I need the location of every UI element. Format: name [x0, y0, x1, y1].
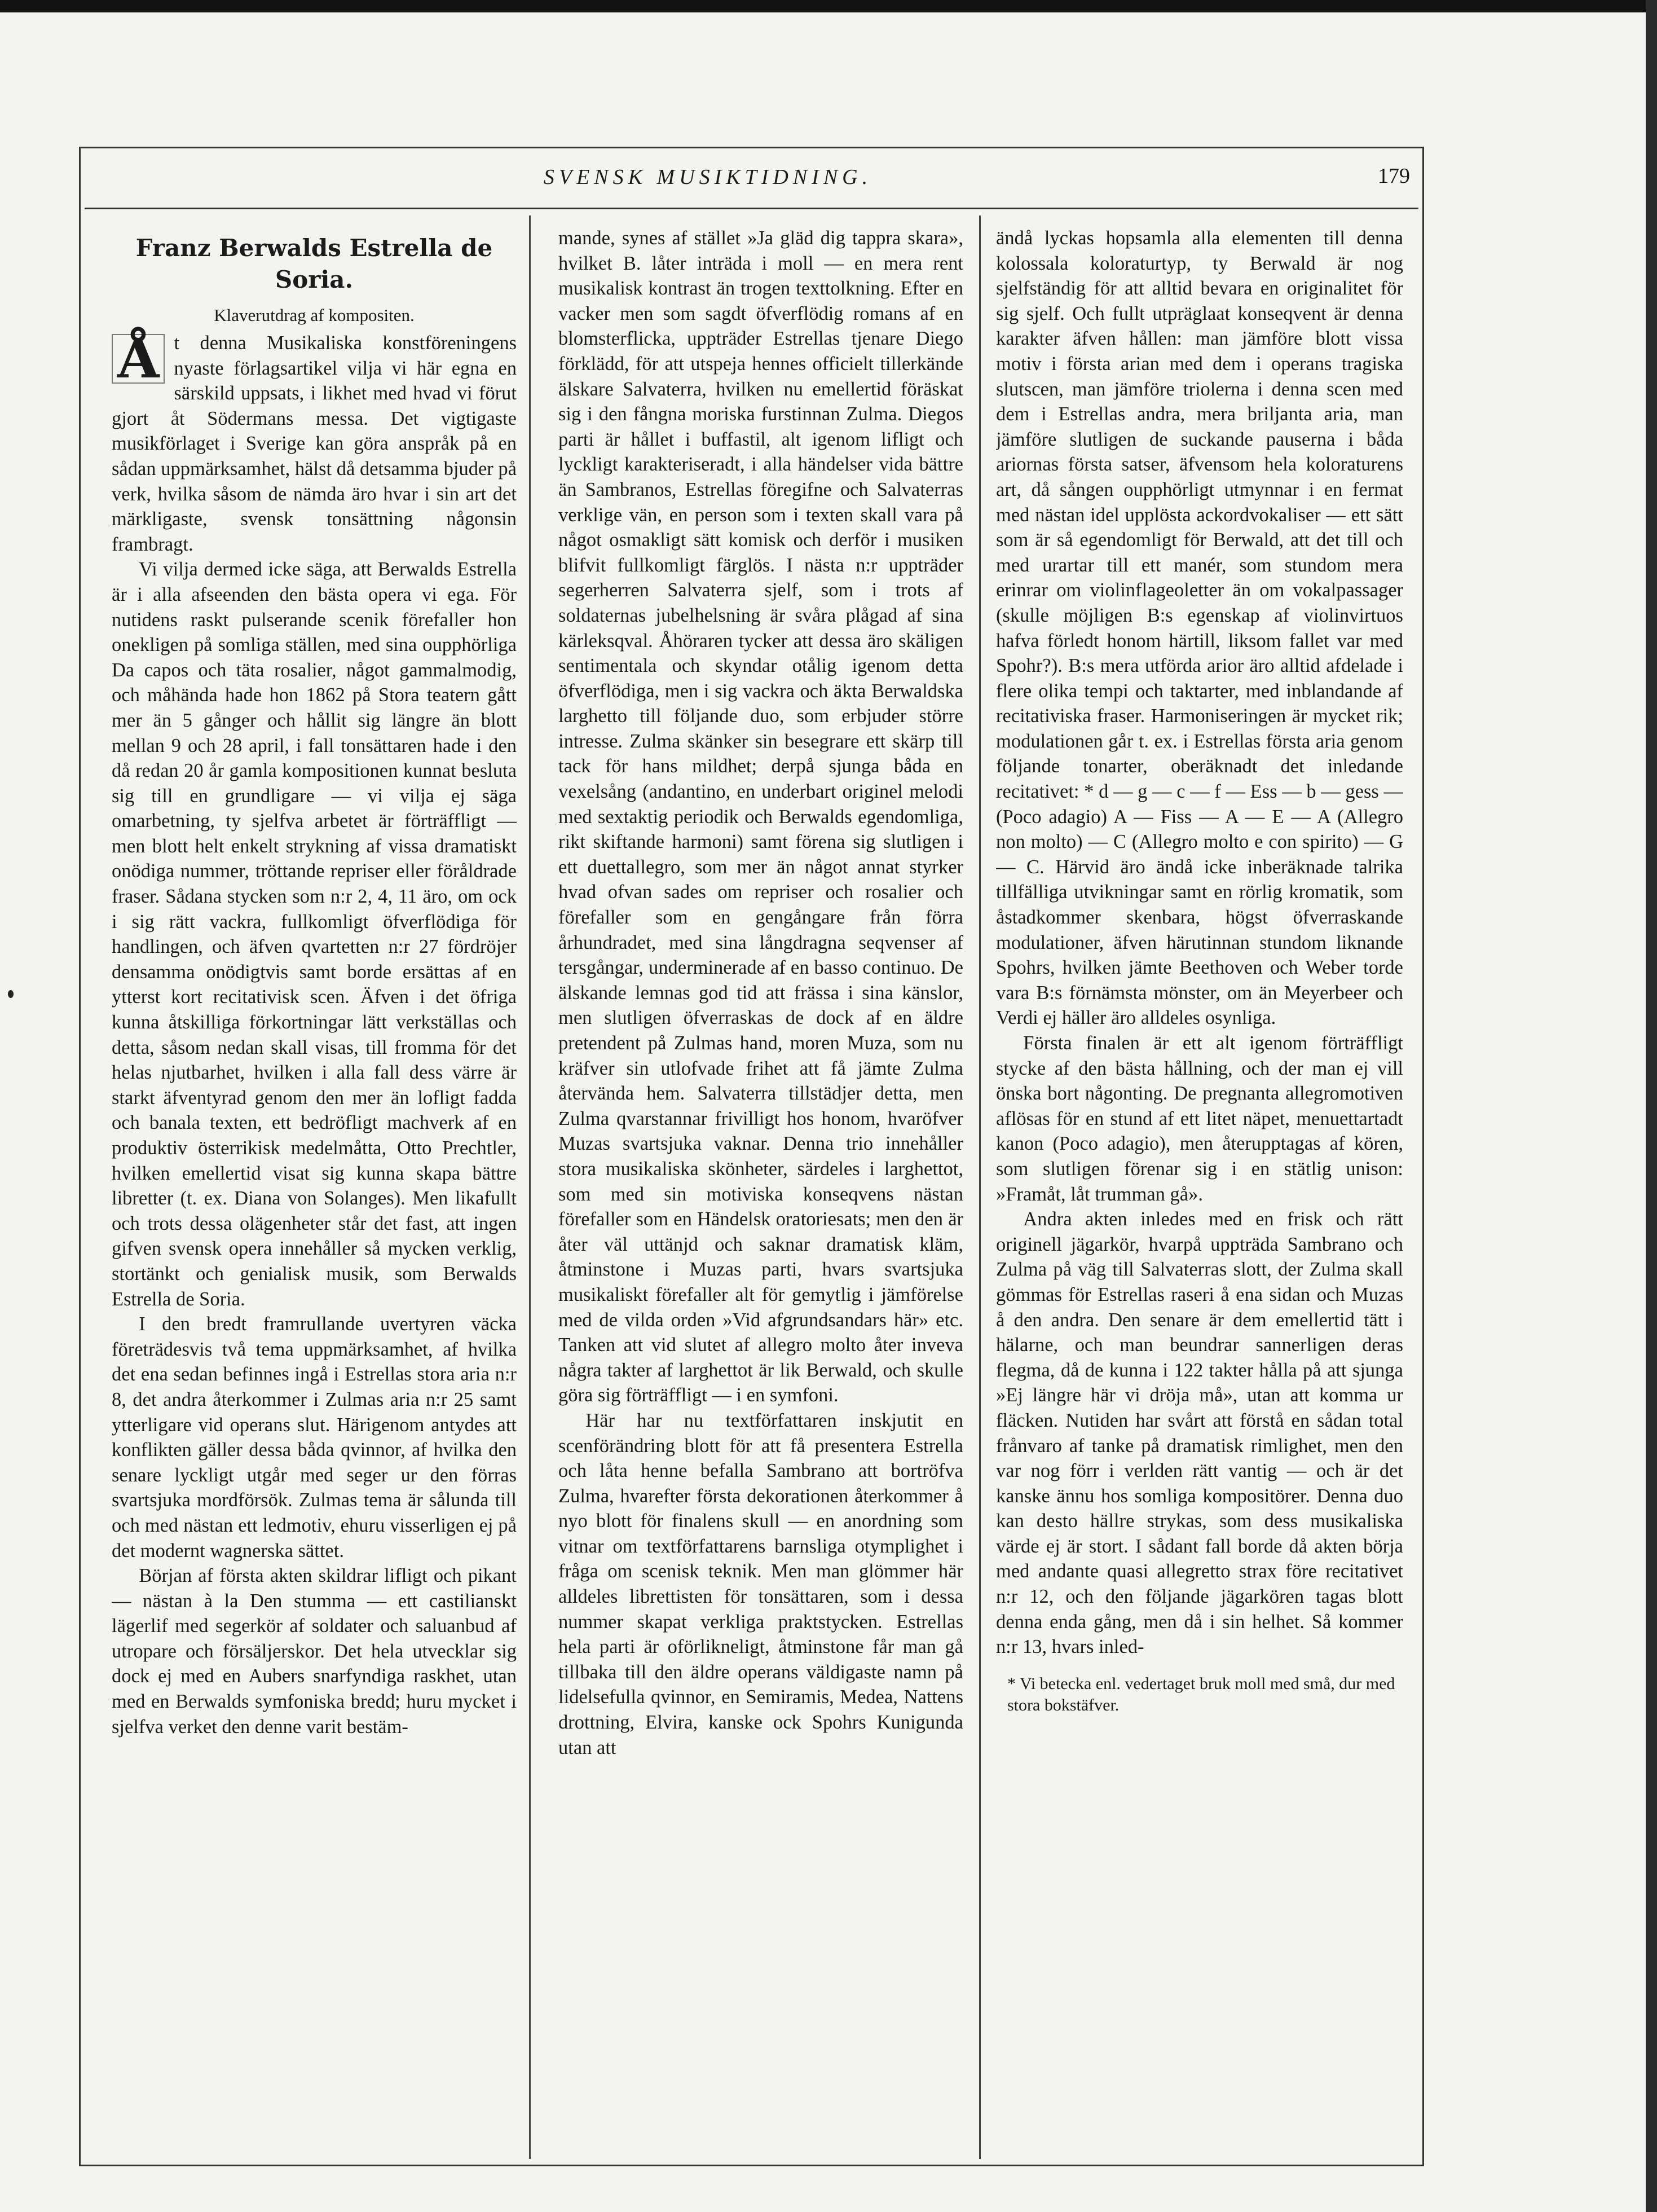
column-divider-1	[529, 216, 531, 2159]
paragraph: Här har nu textförfattaren inskjutit en scenförändring blott för att få presentera Estrella och låta henne befalla Sambrano att bortröfva Zulma, hvarefter första dekorationen återkommer å nyo blott för finalens skull — en anordning som vitnar om textförfattarens barnsliga otymplighet i fråga om scenisk teknik. Men man glömmer här alldeles librettisten för tonsättaren, som i dessa nummer skapat verkliga praktstycken. Estrellas hela parti är oförlikneligt, åtminstone får man gå tillbaka till den äldre operans väldigaste namn på lidelsefulla qvinnor, en Semiramis, Medea, Nattens drottning, Elvira, kanske ock Spohrs Kunigunda utan att	[558, 1409, 963, 1758]
ink-mark	[8, 990, 14, 998]
article-title: Franz Berwalds Estrella de Soria.	[135, 234, 493, 293]
article-subtitle: Klaverutdrag af kompositen.	[214, 305, 415, 325]
column-3	[996, 226, 1403, 2155]
column-divider-2	[979, 216, 981, 2159]
paragraph: Första finalen är ett alt igenom förträffligt stycke af den bästa hållning, och der man ej vill önska bort någonting. De pregnanta allegromotiven aflösas för en stund af ett litet näpet, menuettartadt kanon (Poco adagio), men återupptagas af kören, som slutligen förenar sig i en stätlig unison: »Framåt, låt trumman gå».	[996, 1032, 1403, 1205]
page-number: 179	[1378, 164, 1410, 188]
column-2	[558, 226, 963, 2155]
footnote: * Vi betecka enl. vedertaget bruk moll med små, dur med stora bokstäfver.	[1007, 1674, 1395, 1714]
paragraph: Andra akten inledes med en frisk och rätt originell jägarkör, hvarpå uppträda Sambrano och Zulma på väg till Salvaterras slott, der Zulma skall gömmas för Estrellas raseri å ena sidan och Muzas å den andra. Den senare är dem emellertid tätt i hälarne, och man beundrar sannerligen deras flegma, då de kunna i 122 takter hålla på att sjunga »Ej längre här vi dröja må», utan att komma ur fläcken. Nutiden har svårt att förstå en sådan total frånvaro af tanke på dramatisk rimlighet, men den var nog förr i verlden rätt vantig — och är det kanske ännu hos somliga kompositörer. Denna duo kan desto hällre strykas, som dess musikaliska värde ej är stort. I sådant fall borde då akten börja med andante quasi allegretto strax före recitativet n:r 12, och den följande jägarkören tagas blott denna enda gång, men då i sin helhet. Så kommer n:r 13, hvars inled-	[996, 1208, 1403, 1658]
paragraph: Å t denna Musikaliska konstföreningens nyaste förlagsartikel vilja vi här egna en särskild uppsats, i likhet med hvad vi förut gjort åt Södermans messa. Det vigtigaste musikförlaget i Sverige kan göra anspråk på en sådan uppmärksamhet, hälst då detsamma bjuder på verk, hvilka såsom de nämda äro hvar i sin art det märkligaste, svensk tonsättning någonsin frambragt.	[112, 327, 517, 555]
header-rule	[85, 208, 1418, 209]
scan-right-edge	[1646, 0, 1657, 2212]
paragraph: ändå lyckas hopsamla alla elementen till denna kolossala koloraturtyp, ty Berwald är nog sjelfständig för att alltid bevara en originalitet för sig sjelf. Och fullt utpräglaat konseqvent är denna karakter äfven hållen: man jämföre blott vissa motiv i första arian med dem i operans tragiska slutscen, man jämföre triolerna i denna scen med dem i Estrellas andra, mera briljanta aria, man jämföre slutligen de suckande pauserna i båda ariornas första satser, äfvensom hela koloraturens art, då sången oupphörligt utmynnar i en fermat med nästan idel upplösta ackordvokaliser — ett sätt som är så egendomligt för Berwald, att det till och med urartar till ett manér, som stundom mera erinrar om violinflageoletter än om vokalpassager (skulle möjligen B:s egenskap af violinvirtuos hafva förledt honom härtill, liksom fallet var med Spohr?). B:s mera utförda arior äro alltid afdelade i flere olika tempi och taktarter, med inblandande af recitativiska fraser. Harmoniseringen är mycket rik; modulationen går t. ex. i Estrellas första aria genom följande tonarter, oberäknadt det inledande recitativet: * d — g — c — f — Ess — b — gess — (Poco adagio) A — Fiss — A — E — A (Allegro non molto) — C (Allegro molto e con spirito) — G — C. Härvid äro ändå icke inberäknade talrika tillfälliga utvikningar samt en rörlig kromatik, som åstadkommer skenbara, högst öfverraskande modulationer, äfven härutinnan stundom liknande Spohrs, hvilken jämte Beethoven och Weber torde vara B:s förnämsta mönster, om än Meyerbeer och Verdi ej häller äro alldeles osynliga.	[996, 227, 1403, 1029]
paragraph: mande, synes af stället »Ja gläd dig tappra skara», hvilket B. låter inträda i moll — en mera rent musikalisk kontrast än trogen texttolkning. Efter en vacker men som sagdt öfverflödig romans af en blomsterflicka, uppträder Estrellas tjenare Diego förklädd, för att utspeja hennes officielt tillerkände älskare Salvaterra, hvilken nu emellertid föräskat sig i den fångna moriska furstinnan Zulma. Diegos parti är hållet i buffastil, alt igenom lifligt och lyckligt karakteriseradt, i alla händelser vida bättre än Sambranos, Estrellas föregifne och Salvaterras verklige vän, en person som i texten skall vara på något osmakligt sätt komisk och derför i musiken blifvit fullkomligt färglös. I nästa n:r uppträder segerherren Salvaterra sjelf, som i trots af soldaternas jubelhelsning är svåra plågad af sina kärleksqval. Åhöraren tycker att dessa äro skäligen sentimentala och skyndar otålig igenom detta öfverflödiga, men i sig vackra och äkta Berwaldska larghetto till följande duo, som erbjuder större intresse. Zulma skänker sin besegrare ett skärp till tack för hans mildhet; derpå sjunga båda en vexelsång (andantino, en underbart originel melodi med sextaktig periodik och Berwalds egendomliga, rikt skiftande harmoni) samt förena sig slutligen i ett duettallegro, som mer än något annat styrker hvad ofvan sades om repriser och rosalier och förefaller som en gengångare från förra århundradet, med sina långdragna seqvenser af tersgångar, underminerade af en basso continuo. De älskande lemnas god tid att frässa i sina känslor, men slutligen öfverraskas de dock af en äldre pretendent på Zulmas hand, moren Muza, som nu kräfver sin utlofvade frihet att få jämte Zulma återvända hem. Salvaterra tillstädjer detta, men Zulma qvarstannar frivilligt hos honom, hvaröfver Muzas svartsjuka vaknar. Denna trio innehåller stora musikaliska skönheter, särdeles i larghettot, som med sin motiviska konseqvens nästan förefaller som en Händelsk oratoriesats; men den är åter väl uttänjd och saknar dramatisk kläm, åtminstone i Muzas parti, hvars svartsjuka musikaliskt förefaller alt för gemytlig i jämförelse med de vilda orden »Vid afgrundsandars här» etc. Tanken att vid slutet af allegro molto åter inveva några takter af larghettot är lik Berwald, och skulle göra sig förträffligt — i en symfoni.	[558, 227, 963, 1406]
running-title: SVENSK MUSIKTIDNING.	[543, 165, 872, 189]
drop-cap: Å	[112, 334, 165, 384]
paragraph: I den bredt framrullande uvertyren väcka företrädesvis två tema uppmärksamhet, af hvilka det ena sedan befinnes ingå i Estrellas stora aria n:r 8, det andra återkommer i Zulmas aria n:r 25 samt ytterligare vid operans slut. Härigenom antydes att konflikten gäller dessa båda qvinnor, af hvilka den senare lyckligt utgår med seger ur den förras svartsjuka mordförsök. Zulmas tema är sålunda till och med nästan ett ledmotiv, ehuru visserligen ej på det modernt wagnerska sättet.	[112, 1313, 517, 1562]
column-1	[112, 226, 517, 2155]
paragraph: Början af första akten skildrar lifligt och pikant — nästan à la Den stumma — ett castilianskt lägerlif med segerkör af soldater och saluanbud af utropare och försäljerskor. Det hela utvecklar sig dock ej med en Aubers snarfyndiga raskhet, utan med en Berwalds symfoniska bredd; huru mycket i sjelfva verket den denne varit bestäm-	[112, 1565, 517, 1738]
paragraph: Vi vilja dermed icke säga, att Berwalds Estrella är i alla afseenden den bästa opera vi ega. För nutidens raskt pulserande scenik förefaller hon onekligen på somliga ställen, med sina oupphörliga Da capos och täta rosalier, något gammalmodig, och måhända hade hon 1862 på Stora teatern gått mer än 5 gånger och hållit sig längre än blott mellan 9 och 28 april, i fall tonsättaren hade i den då redan 20 år gamla kompositionen kunnat besluta sig till en grundligare — vi vilja ej säga omarbetning, ty sjelfva arbetet är förträffligt — men blott helt enkelt strykning af vissa dramatiskt onödiga nummer, tröttande repriser eller föråldrade fraser. Sådana stycken som n:r 2, 4, 11 äro, om ock i sig rätt vackra, fullkomligt öfverflödiga för handlingen, och äfven qvartetten n:r 27 fördröjer densamma onödigtvis samt borde ersättas af en ytterst kort recitativisk scen. Äfven i det öfriga kunna åtskilliga förkortningar lätt verkställas och detta, såsom nedan skall visas, till fromma för det helas njutbarhet, hvilken i alla fall dess värre är starkt äfventyrad genom den mer än lofligt fadda och banala texten, ett bedröfligt machverk af en produktiv österrikisk medelmåtta, Otto Prechtler, hvilken emellertid visat sig kunna skapa bättre libretter (t. ex. Diana von Solanges). Men likafullt och trots dessa olägenheter står det fast, att ingen gifven svensk opera innehåller så mycken verklig, stortänkt och genialisk musik, som Berwalds Estrella de Soria.	[112, 559, 517, 1310]
scan-top-edge	[0, 0, 1657, 12]
